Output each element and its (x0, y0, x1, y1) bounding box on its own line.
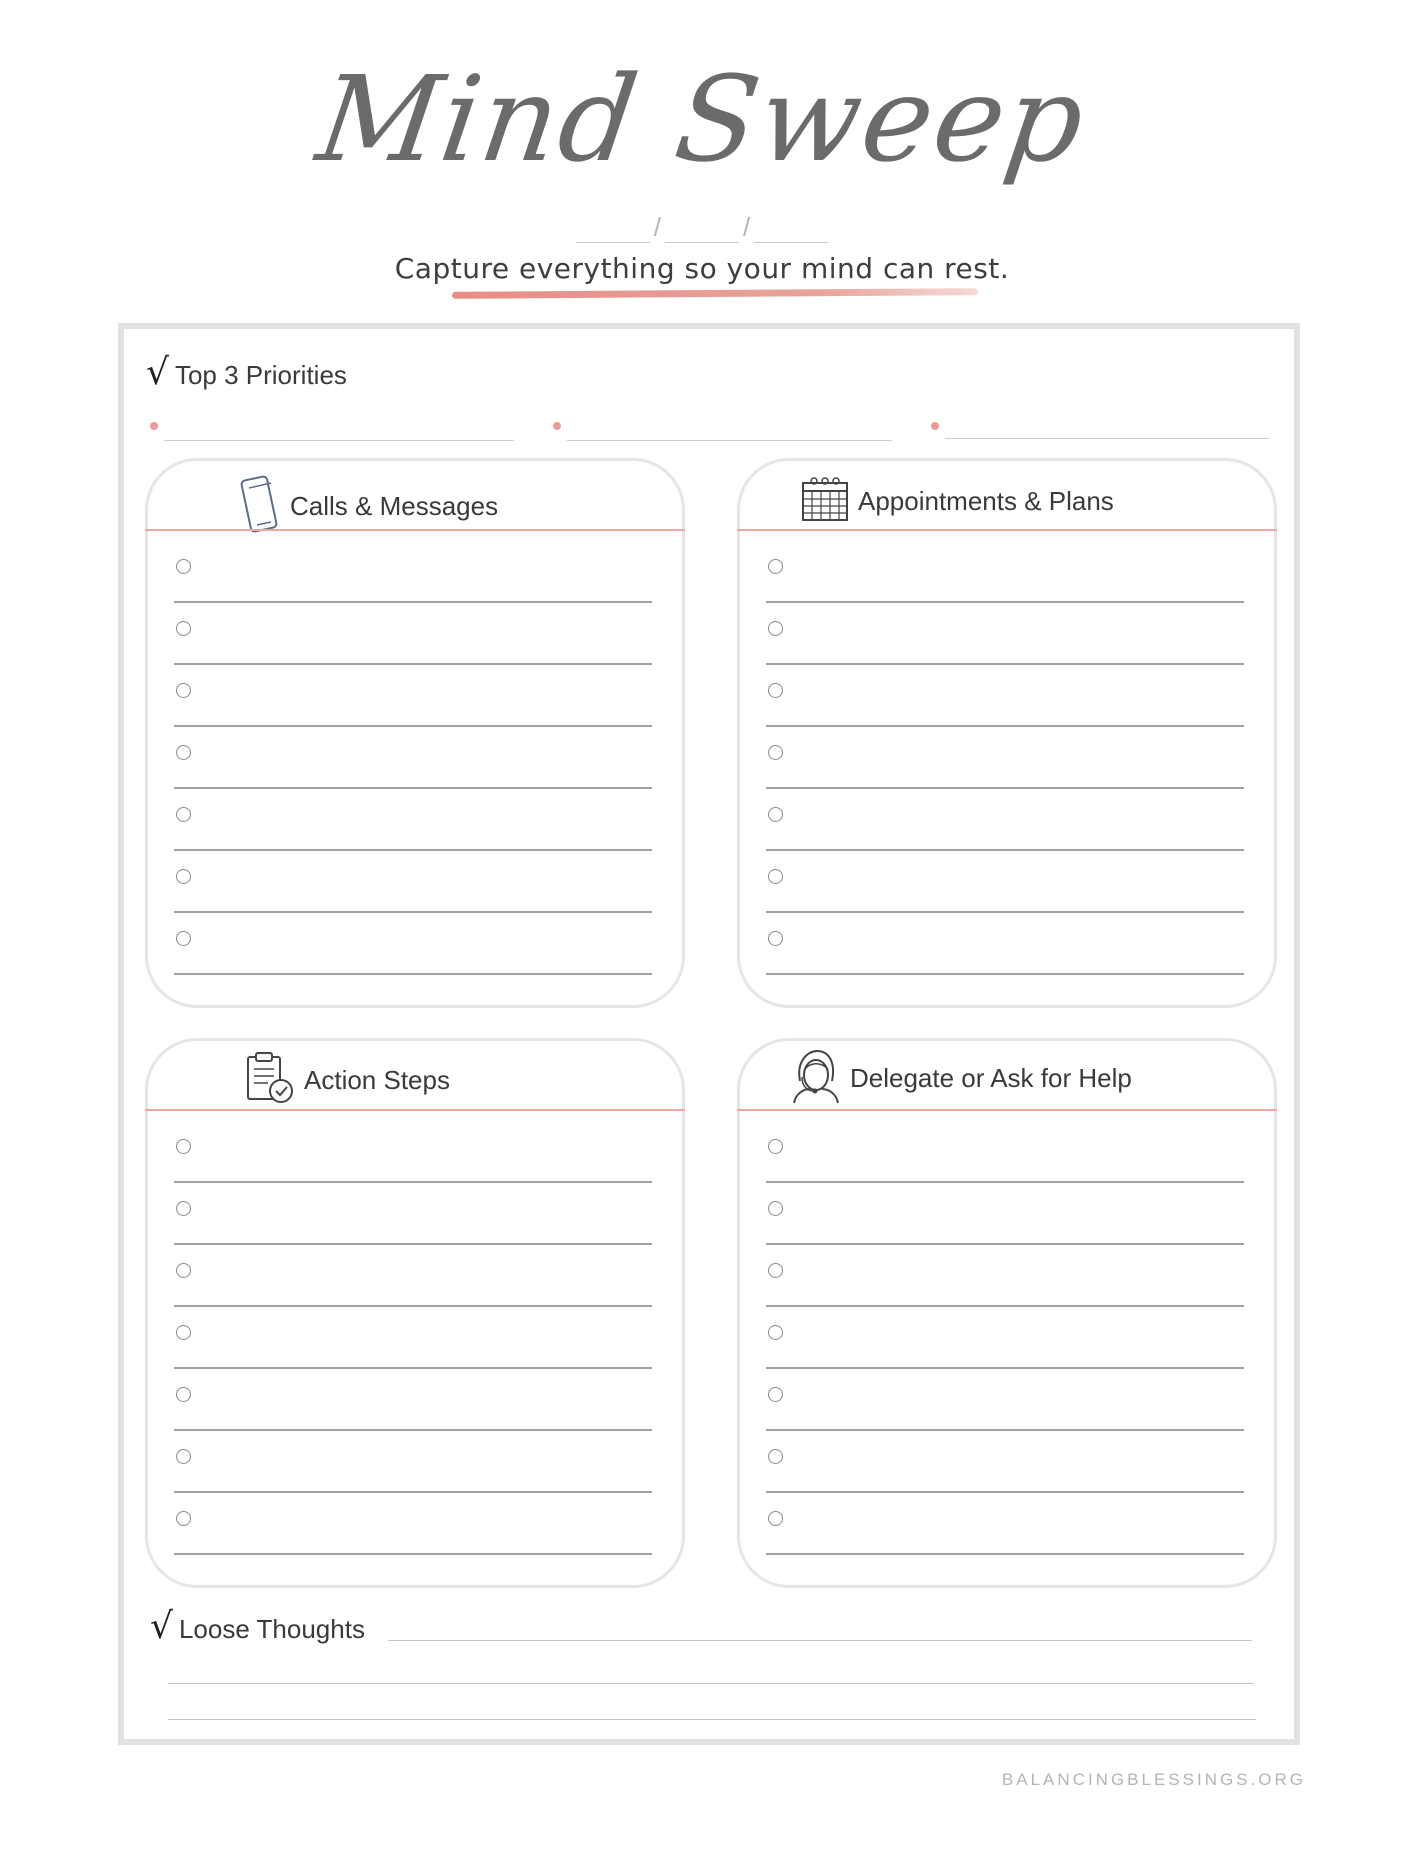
checkbox[interactable] (768, 621, 783, 636)
checkbox[interactable] (768, 683, 783, 698)
checklist-row[interactable] (174, 1121, 652, 1183)
checkbox[interactable] (768, 869, 783, 884)
delegate-help-card (737, 1038, 1277, 1588)
write-line (766, 973, 1244, 975)
priority-3-line[interactable] (945, 438, 1269, 439)
checkmark-icon: √ (150, 1606, 173, 1647)
footer-website: BALANCINGBLESSINGS.ORG (1001, 1770, 1306, 1789)
checkbox[interactable] (176, 745, 191, 760)
date-month-blank[interactable] (576, 216, 650, 243)
checklist-row[interactable] (174, 1369, 652, 1431)
checkbox[interactable] (768, 745, 783, 760)
checkmark-icon: √ (146, 352, 169, 393)
loose-thoughts-heading (150, 1606, 365, 1647)
checkbox[interactable] (768, 1449, 783, 1464)
checklist-row[interactable] (174, 1183, 652, 1245)
checklist-row[interactable] (174, 1307, 652, 1369)
action-steps-header (244, 1051, 450, 1110)
checkbox[interactable] (768, 1139, 783, 1154)
checklist-row[interactable] (766, 665, 1244, 727)
calendar-icon (800, 475, 850, 528)
checkbox[interactable] (176, 1139, 191, 1154)
date-day-blank[interactable] (665, 216, 739, 243)
checklist-row[interactable] (174, 913, 652, 975)
checklist-row[interactable] (174, 541, 652, 603)
headset-person-icon (790, 1047, 842, 1110)
checkbox[interactable] (176, 1511, 191, 1526)
checklist-row[interactable] (766, 1183, 1244, 1245)
loose-thoughts-heading-label: Loose Thoughts (178, 1614, 365, 1644)
subtitle-brush-underline (452, 288, 978, 299)
loose-thoughts-line[interactable] (168, 1719, 1256, 1720)
action-steps-title: Action Steps (304, 1065, 450, 1095)
checkbox[interactable] (768, 559, 783, 574)
checkbox[interactable] (176, 559, 191, 574)
checklist-row[interactable] (766, 1307, 1244, 1369)
date-field[interactable] (0, 212, 1404, 243)
checkbox[interactable] (176, 1325, 191, 1340)
calls-messages-card (145, 458, 685, 1008)
checklist-row[interactable] (766, 1493, 1244, 1555)
checklist-row[interactable] (766, 727, 1244, 789)
checklist-row[interactable] (766, 603, 1244, 665)
page-title: Mind Sweep (309, 50, 1095, 188)
priority-bullet (150, 422, 158, 430)
checklist-row[interactable] (174, 1431, 652, 1493)
checkbox[interactable] (176, 807, 191, 822)
checkbox[interactable] (768, 807, 783, 822)
checklist-row[interactable] (174, 789, 652, 851)
checklist-row[interactable] (174, 1493, 652, 1555)
checklist-row[interactable] (174, 665, 652, 727)
checkbox[interactable] (768, 1263, 783, 1278)
priorities-heading (146, 352, 347, 393)
date-separator: / (653, 212, 661, 242)
priorities-heading-label: Top 3 Priorities (174, 360, 347, 390)
header-divider (737, 529, 1277, 531)
checklist-row[interactable] (174, 727, 652, 789)
header-divider (737, 1109, 1277, 1111)
clipboard-check-icon (244, 1051, 296, 1110)
checkbox[interactable] (768, 1387, 783, 1402)
checklist-row[interactable] (766, 1245, 1244, 1307)
checkbox[interactable] (768, 1325, 783, 1340)
checkbox[interactable] (176, 1201, 191, 1216)
appointments-plans-card (737, 458, 1277, 1008)
delegate-help-title: Delegate or Ask for Help (850, 1063, 1132, 1093)
checkbox[interactable] (768, 931, 783, 946)
checkbox[interactable] (176, 1387, 191, 1402)
appointments-plans-header (800, 475, 1114, 528)
checklist-row[interactable] (766, 1121, 1244, 1183)
loose-thoughts-line[interactable] (168, 1683, 1254, 1684)
write-line (174, 1553, 652, 1555)
date-separator: / (743, 212, 751, 242)
checklist-row[interactable] (766, 1431, 1244, 1493)
checkbox[interactable] (176, 621, 191, 636)
checklist-row[interactable] (174, 603, 652, 665)
checkbox[interactable] (768, 1511, 783, 1526)
priority-1-line[interactable] (164, 440, 514, 441)
checkbox[interactable] (176, 931, 191, 946)
checklist-row[interactable] (766, 1369, 1244, 1431)
write-line (766, 1553, 1244, 1555)
priority-bullet (553, 422, 561, 430)
loose-thoughts-line[interactable] (388, 1640, 1252, 1641)
write-line (174, 973, 652, 975)
header-divider (145, 529, 685, 531)
priority-bullet (931, 422, 939, 430)
checklist-row[interactable] (766, 851, 1244, 913)
action-steps-card (145, 1038, 685, 1588)
checklist-row[interactable] (174, 1245, 652, 1307)
checkbox[interactable] (768, 1201, 783, 1216)
checkbox[interactable] (176, 869, 191, 884)
page-subtitle: Capture everything so your mind can rest. (394, 252, 1010, 285)
checklist-row[interactable] (766, 541, 1244, 603)
calls-messages-title: Calls & Messages (290, 491, 499, 521)
priority-2-line[interactable] (567, 440, 892, 441)
checkbox[interactable] (176, 683, 191, 698)
checklist-row[interactable] (766, 913, 1244, 975)
checklist-row[interactable] (766, 789, 1244, 851)
header-divider (145, 1109, 685, 1111)
delegate-help-header (790, 1047, 1132, 1110)
appointments-plans-title: Appointments & Plans (858, 486, 1114, 516)
date-year-blank[interactable] (754, 216, 828, 243)
checklist-row[interactable] (174, 851, 652, 913)
checkbox[interactable] (176, 1449, 191, 1464)
checkbox[interactable] (176, 1263, 191, 1278)
